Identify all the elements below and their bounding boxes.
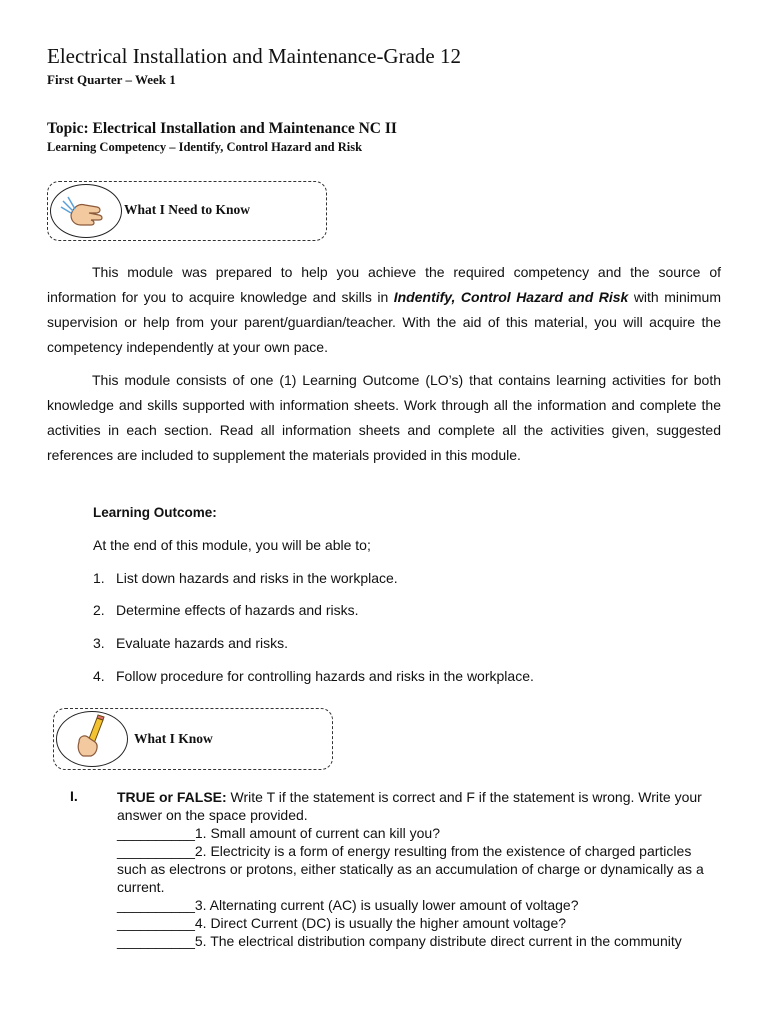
- quiz-item: __________4. Direct Current (DC) is usually the higher amount voltage?: [117, 915, 567, 931]
- pencil-hand-icon: [56, 711, 128, 767]
- quiz-item: __________5. The electrical distribution company distribute direct current in the community: [117, 933, 682, 949]
- learning-outcome-intro: At the end of this module, you will be able to;: [93, 537, 371, 553]
- true-false-quiz: [117, 788, 707, 950]
- answer-blank[interactable]: __________: [117, 897, 195, 913]
- banner-label: What I Need to Know: [124, 202, 251, 217]
- answer-blank[interactable]: __________: [117, 825, 195, 841]
- quiz-item: __________3. Alternating current (AC) is usually lower amount of voltage?: [117, 897, 579, 913]
- quiz-item: __________2. Electricity is a form of energy resulting from the existence of charged particles such as electrons or protons, either statically as an accumulation of charge or dynamically as a current.: [117, 843, 704, 895]
- what-i-need-to-know-banner: [47, 181, 327, 241]
- emphasis-text: Indentify, Control Hazard and Risk: [393, 289, 629, 305]
- list-item: 2. Determine effects of hazards and risks.: [93, 602, 359, 618]
- list-item: 3. Evaluate hazards and risks.: [93, 635, 288, 651]
- quiz-instructions: TRUE or FALSE: Write T if the statement is correct and F if the statement is wrong. Write your answer on the space provided.: [117, 789, 702, 823]
- answer-blank[interactable]: __________: [117, 915, 195, 931]
- list-item: 4. Follow procedure for controlling hazards and risks in the workplace.: [93, 668, 534, 684]
- what-i-know-banner: [53, 708, 333, 770]
- section-number: I.: [70, 788, 78, 804]
- answer-blank[interactable]: __________: [117, 843, 195, 859]
- intro-paragraph-1: This module was prepared to help you achieve the required competency and the source of information for you to acquire knowledge and skills in Indentify, Control Hazard and Risk with minimum supervision or help from your parent/guardian/teacher. With the aid of this material, you will acquire the competency independently at your own pace.: [47, 264, 721, 355]
- list-item: 1. List down hazards and risks in the workplace.: [93, 570, 398, 586]
- document-subtitle: First Quarter – Week 1: [47, 72, 176, 87]
- pointing-hand-icon: [50, 184, 122, 238]
- learning-competency: Learning Competency – Identify, Control Hazard and Risk: [47, 140, 363, 154]
- topic-heading: Topic: Electrical Installation and Maintenance NC II: [47, 120, 397, 137]
- quiz-item: __________1. Small amount of current can kill you?: [117, 825, 440, 841]
- learning-outcome-heading: Learning Outcome:: [93, 505, 217, 520]
- document-title: Electrical Installation and Maintenance-Grade 12: [47, 44, 461, 68]
- banner-label: What I Know: [134, 731, 213, 746]
- intro-paragraph-2: This module consists of one (1) Learning Outcome (LO’s) that contains learning activities for both knowledge and skills supported with information sheets. Work through all the information and complete the activities in each section. Read all information sheets and complete all the activities given, suggested references are included to supplement the materials provided in this module.: [47, 372, 721, 463]
- answer-blank[interactable]: __________: [117, 933, 195, 949]
